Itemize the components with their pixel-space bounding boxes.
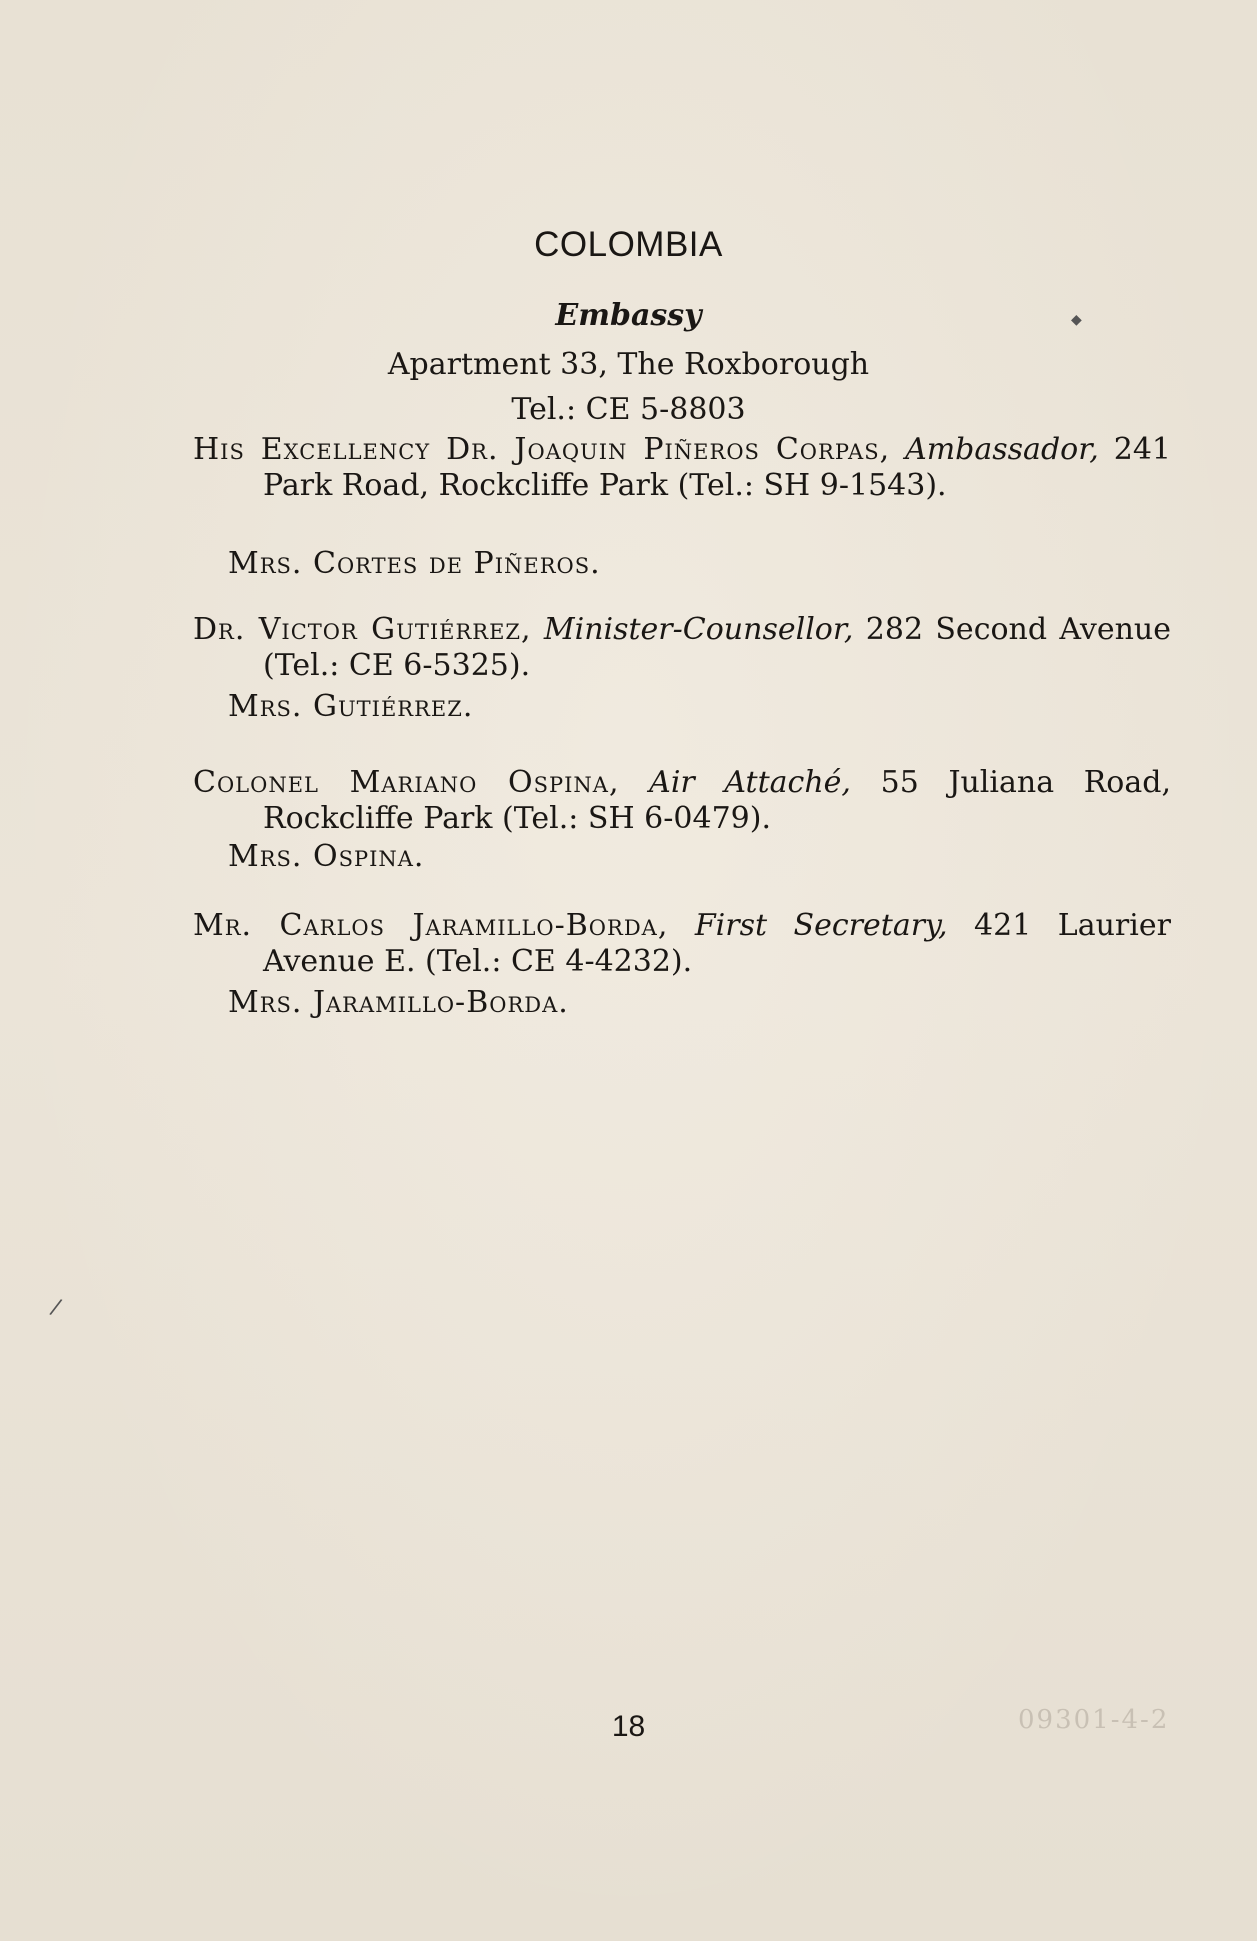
staff-details: 241 Park Road, Rockcliffe Park (Tel.: SH 9-1543).: [263, 432, 1171, 503]
bleed-through-text: 09301-4-2: [1018, 1705, 1170, 1735]
embassy-telephone: Tel.: CE 5-8803: [511, 392, 746, 427]
page-number: 18: [611, 1710, 646, 1743]
staff-entry: [193, 908, 1171, 980]
embassy-address: Apartment 33, The Roxborough: [387, 347, 870, 382]
spouse-name: Mrs. Ospina.: [228, 839, 425, 874]
staff-title: Minister-Counsellor,: [543, 612, 854, 647]
staff-details: 55 Juliana Road, Rockcliffe Park (Tel.: SH 6-0479).: [263, 765, 1171, 836]
staff-entry: [193, 612, 1171, 684]
staff-details: 421 Laurier Avenue E. (Tel.: CE 4-4232).: [263, 908, 1171, 979]
staff-name: Mr. Carlos Jaramillo-Borda,: [193, 908, 669, 943]
staff-title: Ambassador,: [905, 432, 1099, 467]
staff-details: 282 Second Avenue (Tel.: CE 6-5325).: [263, 612, 1171, 683]
pencil-mark: /: [47, 1294, 64, 1321]
spouse-name: Mrs. Gutiérrez.: [228, 689, 474, 724]
staff-name: His Excellency Dr. Joaquin Piñeros Corpas,: [193, 432, 891, 467]
staff-name: Colonel Mariano Ospina,: [193, 765, 620, 800]
spouse-name: Mrs. Jaramillo-Borda.: [228, 985, 569, 1020]
spouse-name: Mrs. Cortes de Piñeros.: [228, 546, 601, 581]
staff-entry: [193, 432, 1171, 504]
staff-entry: [193, 765, 1171, 837]
staff-title: First Secretary,: [694, 908, 948, 943]
mission-type: Embassy: [555, 298, 702, 333]
staff-title: Air Attaché,: [649, 765, 851, 800]
country-heading: COLOMBIA: [534, 225, 723, 264]
staff-name: Dr. Victor Gutiérrez,: [193, 612, 532, 647]
ink-speck: ◆: [1071, 312, 1082, 328]
